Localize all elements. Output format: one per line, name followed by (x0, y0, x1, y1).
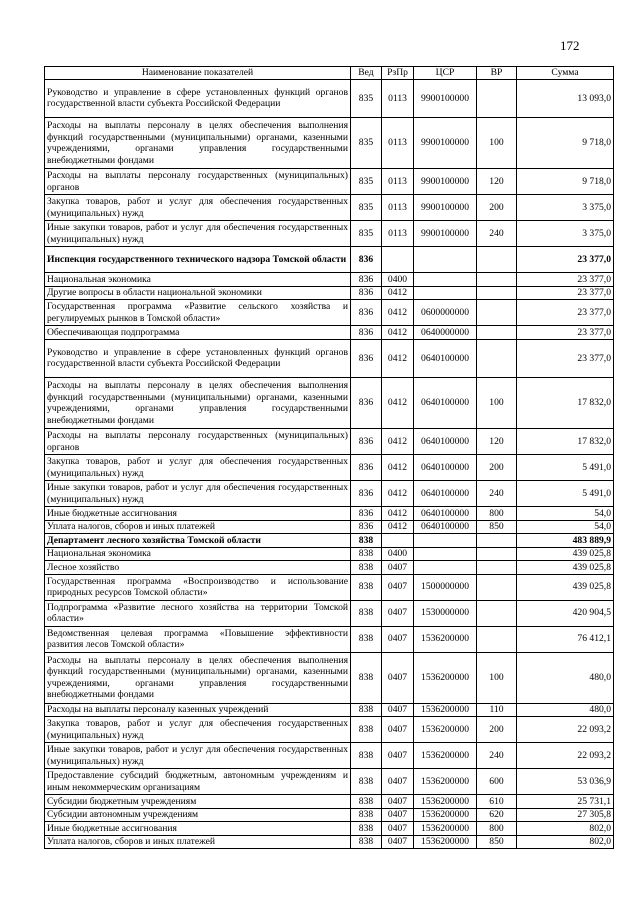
cell-sum: 54,0 (517, 507, 614, 521)
cell-sum: 17 832,0 (517, 429, 614, 455)
cell-vr: 240 (477, 743, 517, 769)
cell-rzpr: 0412 (382, 300, 414, 326)
cell-rzpr: 0407 (382, 717, 414, 743)
cell-rzpr: 0412 (382, 339, 414, 378)
cell-name: Ведомственная целевая программа «Повышение эффективности развития лесов Томской области» (45, 626, 351, 652)
cell-name: Государственная программа «Воспроизводство и использование природных ресурсов Томской области» (45, 574, 351, 600)
table-row (45, 455, 614, 481)
cell-sum: 439 025,8 (517, 547, 614, 561)
cell-rzpr: 0412 (382, 507, 414, 521)
cell-ved: 838 (351, 808, 382, 822)
cell-ved: 836 (351, 481, 382, 507)
cell-rzpr: 0407 (382, 795, 414, 809)
cell-name: Другие вопросы в области национальной экономики (45, 286, 351, 300)
cell-sum: 25 731,1 (517, 795, 614, 809)
table-row (45, 286, 614, 300)
cell-csr: 0600000000 (414, 300, 477, 326)
cell-vr (477, 286, 517, 300)
table-row (45, 118, 614, 169)
cell-vr: 240 (477, 481, 517, 507)
cell-csr: 0640000000 (414, 326, 477, 340)
table-row (45, 169, 614, 195)
cell-sum: 54,0 (517, 520, 614, 534)
cell-csr: 1536200000 (414, 835, 477, 849)
cell-csr: 1536200000 (414, 717, 477, 743)
cell-sum: 3 375,0 (517, 195, 614, 221)
cell-csr: 1500000000 (414, 574, 477, 600)
cell-ved: 836 (351, 247, 382, 273)
table-row (45, 600, 614, 626)
cell-ved: 838 (351, 652, 382, 703)
cell-sum: 23 377,0 (517, 326, 614, 340)
cell-sum: 9 718,0 (517, 169, 614, 195)
table-row (45, 652, 614, 703)
cell-csr: 1536200000 (414, 808, 477, 822)
cell-rzpr: 0407 (382, 574, 414, 600)
cell-rzpr: 0407 (382, 561, 414, 575)
cell-sum: 802,0 (517, 822, 614, 836)
cell-csr: 9900100000 (414, 118, 477, 169)
cell-name: Государственная программа «Развитие сельского хозяйства и регулируемых рынков в Томской области» (45, 300, 351, 326)
cell-ved: 838 (351, 795, 382, 809)
cell-name: Иные закупки товаров, работ и услуг для обеспечения государственных (муниципальных) нужд (45, 481, 351, 507)
cell-vr: 200 (477, 717, 517, 743)
cell-ved: 838 (351, 574, 382, 600)
cell-csr: 1536200000 (414, 743, 477, 769)
cell-csr: 1536200000 (414, 769, 477, 795)
cell-ved: 838 (351, 561, 382, 575)
cell-csr: 9900100000 (414, 195, 477, 221)
cell-vr: 240 (477, 221, 517, 247)
cell-ved: 838 (351, 600, 382, 626)
cell-rzpr: 0412 (382, 520, 414, 534)
cell-name: Уплата налогов, сборов и иных платежей (45, 835, 351, 849)
cell-vr: 600 (477, 769, 517, 795)
cell-rzpr: 0412 (382, 378, 414, 429)
cell-vr: 120 (477, 429, 517, 455)
cell-vr (477, 247, 517, 273)
table-row (45, 247, 614, 273)
header-sum: Сумма (517, 67, 614, 80)
header-vr: ВР (477, 67, 517, 80)
cell-vr (477, 534, 517, 548)
table-row (45, 273, 614, 287)
cell-rzpr: 0412 (382, 481, 414, 507)
cell-ved: 835 (351, 195, 382, 221)
cell-sum: 483 889,9 (517, 534, 614, 548)
cell-sum: 439 025,8 (517, 561, 614, 575)
cell-ved: 836 (351, 326, 382, 340)
cell-csr (414, 247, 477, 273)
cell-sum: 480,0 (517, 703, 614, 717)
cell-sum: 480,0 (517, 652, 614, 703)
table-row (45, 429, 614, 455)
cell-name: Расходы на выплаты персоналу казенных учреждений (45, 703, 351, 717)
cell-name: Иные бюджетные ассигнования (45, 822, 351, 836)
cell-sum: 17 832,0 (517, 378, 614, 429)
header-ved: Вед (351, 67, 382, 80)
cell-vr: 800 (477, 822, 517, 836)
table-row (45, 300, 614, 326)
cell-vr (477, 561, 517, 575)
table-row (45, 195, 614, 221)
table-row (45, 326, 614, 340)
table-row (45, 534, 614, 548)
cell-rzpr: 0113 (382, 221, 414, 247)
cell-csr: 0640100000 (414, 429, 477, 455)
cell-sum: 439 025,8 (517, 574, 614, 600)
table-row (45, 795, 614, 809)
table-row (45, 835, 614, 849)
cell-sum: 802,0 (517, 835, 614, 849)
cell-ved: 836 (351, 300, 382, 326)
cell-ved: 836 (351, 286, 382, 300)
table-row (45, 743, 614, 769)
cell-csr: 0640100000 (414, 339, 477, 378)
table-row (45, 626, 614, 652)
table-row (45, 378, 614, 429)
cell-ved: 838 (351, 769, 382, 795)
cell-vr: 850 (477, 520, 517, 534)
cell-vr: 850 (477, 835, 517, 849)
table-row (45, 822, 614, 836)
table-row (45, 574, 614, 600)
cell-vr (477, 600, 517, 626)
cell-name: Субсидии бюджетным учреждениям (45, 795, 351, 809)
table-row (45, 717, 614, 743)
cell-rzpr: 0407 (382, 743, 414, 769)
cell-rzpr: 0407 (382, 652, 414, 703)
cell-name: Закупка товаров, работ и услуг для обеспечения государственных (муниципальных) нужд (45, 717, 351, 743)
cell-ved: 838 (351, 835, 382, 849)
cell-vr (477, 547, 517, 561)
cell-rzpr (382, 534, 414, 548)
cell-ved: 838 (351, 547, 382, 561)
cell-ved: 835 (351, 221, 382, 247)
cell-ved: 838 (351, 743, 382, 769)
cell-ved: 835 (351, 169, 382, 195)
cell-csr: 1536200000 (414, 652, 477, 703)
cell-sum: 53 036,9 (517, 769, 614, 795)
cell-csr: 0640100000 (414, 455, 477, 481)
table-row (45, 507, 614, 521)
cell-csr: 9900100000 (414, 221, 477, 247)
cell-rzpr: 0400 (382, 273, 414, 287)
cell-rzpr: 0412 (382, 455, 414, 481)
cell-name: Предоставление субсидий бюджетным, автономным учреждениям и иным некоммерческим организациям (45, 769, 351, 795)
cell-sum: 23 377,0 (517, 300, 614, 326)
cell-rzpr: 0407 (382, 835, 414, 849)
cell-sum: 76 412,1 (517, 626, 614, 652)
cell-name: Иные бюджетные ассигнования (45, 507, 351, 521)
cell-ved: 838 (351, 703, 382, 717)
cell-name: Расходы на выплаты персоналу в целях обеспечения выполнения функций государственными (муниципальными) органами, казенными учреждениями, органами управления государственными внебюджетными фондами (45, 378, 351, 429)
cell-csr (414, 534, 477, 548)
cell-vr (477, 574, 517, 600)
cell-name: Закупка товаров, работ и услуг для обеспечения государственных (муниципальных) нужд (45, 195, 351, 221)
cell-name: Национальная экономика (45, 273, 351, 287)
header-name: Наименование показателей (45, 67, 351, 80)
cell-name: Уплата налогов, сборов и иных платежей (45, 520, 351, 534)
cell-rzpr: 0113 (382, 169, 414, 195)
cell-name: Лесное хозяйство (45, 561, 351, 575)
table-row (45, 339, 614, 378)
cell-vr: 800 (477, 507, 517, 521)
cell-rzpr: 0412 (382, 429, 414, 455)
cell-vr: 620 (477, 808, 517, 822)
cell-sum: 420 904,5 (517, 600, 614, 626)
cell-vr: 100 (477, 118, 517, 169)
cell-name: Расходы на выплаты персоналу в целях обеспечения выполнения функций государственными (муниципальными) органами, казенными учреждениями, органами управления государственными внебюджетными фондами (45, 652, 351, 703)
cell-rzpr (382, 247, 414, 273)
cell-rzpr: 0113 (382, 79, 414, 118)
cell-ved: 836 (351, 455, 382, 481)
cell-csr (414, 273, 477, 287)
page-number: 172 (560, 38, 580, 53)
cell-vr (477, 326, 517, 340)
cell-csr: 9900100000 (414, 169, 477, 195)
cell-vr: 200 (477, 455, 517, 481)
cell-sum: 3 375,0 (517, 221, 614, 247)
cell-csr (414, 286, 477, 300)
cell-csr: 0640100000 (414, 378, 477, 429)
cell-name: Национальная экономика (45, 547, 351, 561)
cell-rzpr: 0113 (382, 195, 414, 221)
table-row (45, 221, 614, 247)
cell-rzpr: 0407 (382, 769, 414, 795)
cell-ved: 836 (351, 507, 382, 521)
cell-name: Инспекция государственного технического надзора Томской области (45, 247, 351, 273)
cell-csr: 1536200000 (414, 795, 477, 809)
cell-vr (477, 626, 517, 652)
cell-ved: 838 (351, 626, 382, 652)
cell-vr: 100 (477, 378, 517, 429)
cell-name: Расходы на выплаты персоналу государственных (муниципальных) органов (45, 429, 351, 455)
table-row (45, 481, 614, 507)
cell-name: Департамент лесного хозяйства Томской области (45, 534, 351, 548)
cell-ved: 835 (351, 118, 382, 169)
table-row (45, 561, 614, 575)
cell-ved: 836 (351, 339, 382, 378)
cell-name: Закупка товаров, работ и услуг для обеспечения государственных (муниципальных) нужд (45, 455, 351, 481)
cell-vr: 110 (477, 703, 517, 717)
cell-sum: 5 491,0 (517, 455, 614, 481)
cell-ved: 838 (351, 717, 382, 743)
cell-rzpr: 0407 (382, 808, 414, 822)
cell-vr (477, 79, 517, 118)
cell-sum: 27 305,8 (517, 808, 614, 822)
cell-rzpr: 0407 (382, 600, 414, 626)
cell-ved: 836 (351, 520, 382, 534)
cell-ved: 836 (351, 273, 382, 287)
cell-rzpr: 0407 (382, 626, 414, 652)
cell-rzpr: 0407 (382, 822, 414, 836)
cell-name: Подпрограмма «Развитие лесного хозяйства на территории Томской области» (45, 600, 351, 626)
cell-name: Иные закупки товаров, работ и услуг для обеспечения государственных (муниципальных) нужд (45, 221, 351, 247)
cell-ved: 836 (351, 378, 382, 429)
table-header-row (45, 67, 614, 80)
cell-csr: 1536200000 (414, 626, 477, 652)
table-row (45, 703, 614, 717)
cell-sum: 23 377,0 (517, 286, 614, 300)
cell-csr: 0640100000 (414, 520, 477, 534)
table-row (45, 79, 614, 118)
cell-vr: 120 (477, 169, 517, 195)
cell-csr: 1536200000 (414, 822, 477, 836)
cell-sum: 23 377,0 (517, 247, 614, 273)
cell-sum: 22 093,2 (517, 717, 614, 743)
cell-csr: 0640100000 (414, 481, 477, 507)
cell-rzpr: 0412 (382, 286, 414, 300)
cell-csr: 0640100000 (414, 507, 477, 521)
table-body (45, 79, 614, 849)
cell-csr (414, 561, 477, 575)
header-csr: ЦСР (414, 67, 477, 80)
cell-sum: 22 093,2 (517, 743, 614, 769)
table-row (45, 769, 614, 795)
cell-ved: 835 (351, 79, 382, 118)
cell-csr: 1530000000 (414, 600, 477, 626)
cell-vr: 100 (477, 652, 517, 703)
cell-csr (414, 547, 477, 561)
cell-sum: 23 377,0 (517, 339, 614, 378)
cell-name: Иные закупки товаров, работ и услуг для обеспечения государственных (муниципальных) нужд (45, 743, 351, 769)
cell-ved: 838 (351, 534, 382, 548)
cell-vr (477, 273, 517, 287)
header-rzpr: РзПр (382, 67, 414, 80)
cell-csr: 1536200000 (414, 703, 477, 717)
cell-name: Руководство и управление в сфере установленных функций органов государственной власти субъекта Российской Федерации (45, 79, 351, 118)
cell-name: Расходы на выплаты персоналу государственных (муниципальных) органов (45, 169, 351, 195)
cell-vr (477, 300, 517, 326)
cell-vr (477, 339, 517, 378)
cell-sum: 23 377,0 (517, 273, 614, 287)
cell-name: Руководство и управление в сфере установленных функций органов государственной власти субъекта Российской Федерации (45, 339, 351, 378)
cell-name: Расходы на выплаты персоналу в целях обеспечения выполнения функций государственными (муниципальными) органами, казенными учреждениями, органами управления государственными внебюджетными фондами (45, 118, 351, 169)
cell-sum: 5 491,0 (517, 481, 614, 507)
cell-ved: 838 (351, 822, 382, 836)
cell-rzpr: 0113 (382, 118, 414, 169)
cell-rzpr: 0400 (382, 547, 414, 561)
cell-vr: 610 (477, 795, 517, 809)
cell-vr: 200 (477, 195, 517, 221)
table-row (45, 547, 614, 561)
cell-name: Субсидии автономным учреждениям (45, 808, 351, 822)
cell-name: Обеспечивающая подпрограмма (45, 326, 351, 340)
table-row (45, 520, 614, 534)
cell-rzpr: 0412 (382, 326, 414, 340)
cell-ved: 836 (351, 429, 382, 455)
cell-sum: 9 718,0 (517, 118, 614, 169)
cell-sum: 13 093,0 (517, 79, 614, 118)
table-row (45, 808, 614, 822)
cell-csr: 9900100000 (414, 79, 477, 118)
budget-table (44, 66, 614, 849)
cell-rzpr: 0407 (382, 703, 414, 717)
